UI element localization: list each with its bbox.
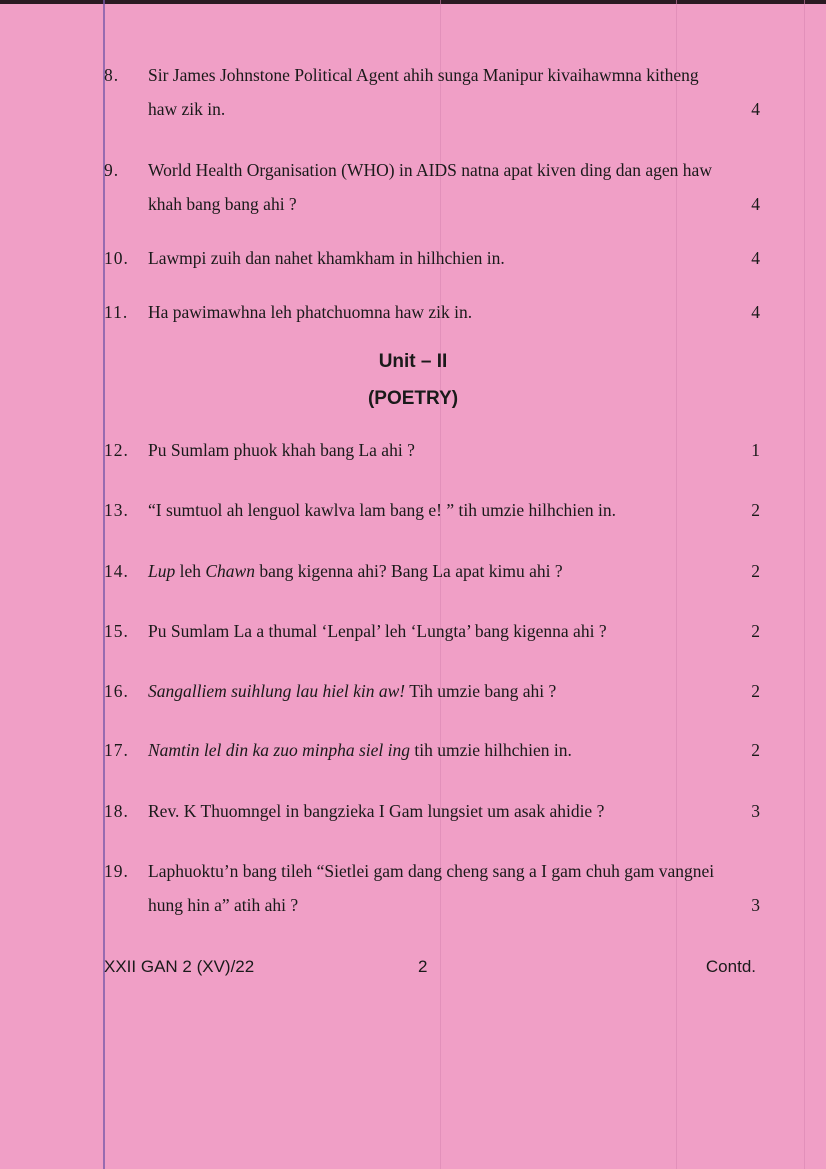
question-number: 17. <box>104 740 129 760</box>
question-marks: 4 <box>751 194 760 214</box>
question-text: Rev. K Thuomngel in bangzieka I Gam lungsiet um asak ahidie ? <box>148 801 605 821</box>
question-text <box>148 681 764 701</box>
question-text <box>148 740 764 760</box>
unit-heading: Unit – II <box>378 351 448 372</box>
question-marks: 3 <box>751 801 760 821</box>
question-marks: 4 <box>751 248 760 268</box>
page-number: 2 <box>418 957 428 976</box>
question-rest-text: Tih umzie bang ahi ? <box>405 681 557 701</box>
continued-note: Contd. <box>705 957 756 976</box>
italic-term: Lup <box>148 561 176 581</box>
question-marks: 2 <box>751 500 760 520</box>
question-rest-text: tih umzie hilhchien in. <box>410 740 572 760</box>
question-number: 10. <box>104 248 129 268</box>
question-text-continued: khah bang bang ahi ? <box>148 194 297 214</box>
question-text <box>148 561 764 581</box>
italic-quote: Namtin lel din ka zuo minpha siel ing <box>148 740 411 760</box>
question-text: Lawmpi zuih dan nahet khamkham in hilhchien in. <box>148 248 505 268</box>
paper-top-edge <box>0 0 826 4</box>
question-text: Ha pawimawhna leh phatchuomna haw zik in. <box>148 302 473 322</box>
question-number: 12. <box>104 440 129 460</box>
question-marks: 4 <box>751 302 760 322</box>
question-number: 8. <box>104 65 120 85</box>
question-marks: 2 <box>751 561 760 581</box>
section-heading: (POETRY) <box>367 388 459 409</box>
italic-term: Chawn <box>205 561 255 581</box>
question-number: 13. <box>104 500 129 520</box>
question-number: 11. <box>104 302 129 322</box>
question-marks: 2 <box>751 681 760 701</box>
question-text: Pu Sumlam La a thumal ‘Lenpal’ leh ‘Lungta’ bang kigenna ahi ? <box>148 621 607 641</box>
question-text: “I sumtuol ah lenguol kawlva lam bang e! ” tih umzie hilhchien in. <box>148 500 616 520</box>
question-number: 15. <box>104 621 129 641</box>
question-number: 19. <box>104 861 129 881</box>
question-text: Laphuoktu’n bang tileh “Sietlei gam dang cheng sang a I gam chuh gam vangnei <box>148 861 715 881</box>
question-number: 9. <box>104 160 120 180</box>
connector-text: leh <box>175 561 206 581</box>
question-text: Pu Sumlam phuok khah bang La ahi ? <box>148 440 415 460</box>
question-marks: 4 <box>751 99 760 119</box>
question-marks: 2 <box>751 621 760 641</box>
question-rest-text: bang kigenna ahi? Bang La apat kimu ahi ? <box>254 561 563 581</box>
question-text-continued: haw zik in. <box>148 99 226 119</box>
italic-quote: Sangalliem suihlung lau hiel kin aw! <box>148 681 406 701</box>
question-number: 16. <box>104 681 129 701</box>
question-text: Sir James Johnstone Political Agent ahih sunga Manipur kivaihawmna kitheng <box>148 65 699 85</box>
question-text: World Health Organisation (WHO) in AIDS natna apat kiven ding dan agen haw <box>148 160 712 180</box>
question-number: 14. <box>104 561 129 581</box>
question-number: 18. <box>104 801 129 821</box>
question-text-continued: hung hin a” atih ahi ? <box>148 895 299 915</box>
question-marks: 1 <box>751 440 760 460</box>
paper-code: XXII GAN 2 (XV)/22 <box>104 957 255 976</box>
question-marks: 2 <box>751 740 760 760</box>
question-marks: 3 <box>751 895 760 915</box>
paper-fold-line <box>804 0 805 1169</box>
